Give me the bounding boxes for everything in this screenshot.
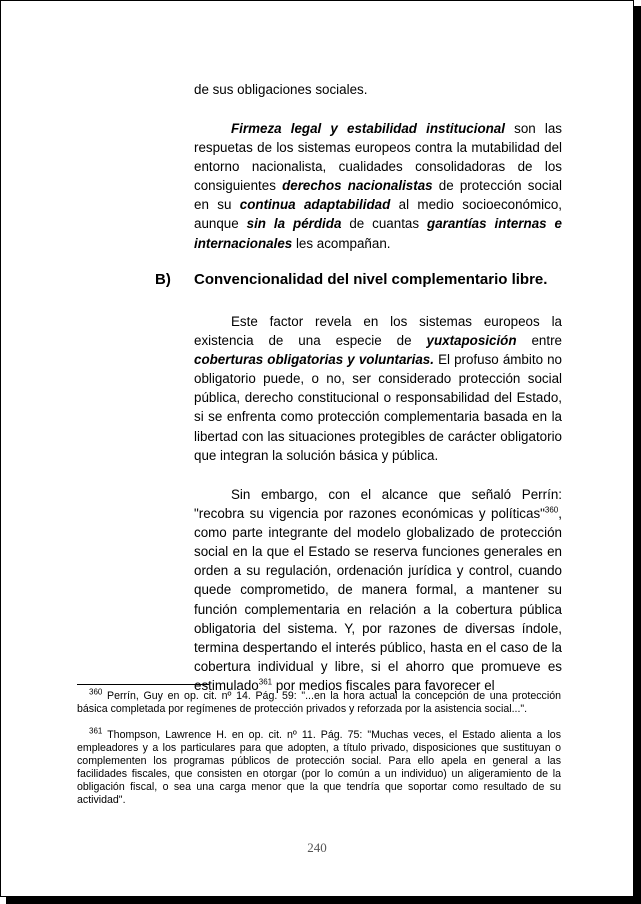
footnote-number: 360 <box>89 687 103 697</box>
emphasis-text: garantías internas e internacionales <box>194 216 562 251</box>
emphasis-text: sin la pérdida <box>246 216 342 232</box>
footnote <box>77 726 561 808</box>
section-label: B) <box>155 271 171 288</box>
paragraph-text: , como parte integrante del modelo globalizado de protección social en la que el Estado se reserva funciones generales en orden a su regulación, ordenación jurídica y control, cuando quede comprometido, de manera formal, a mantener su función complementaria en relación a la cobertura pública obligatoria del sistema. Y, por razones de diversas índole, termina despertando el interés público, hasta en el caso de la cobertura individual y libre, si el ahorro que promueve es estimulado <box>194 506 562 693</box>
paragraph-text: les acompañan. <box>292 235 391 251</box>
paragraph-text: de protección social en su <box>194 178 563 213</box>
emphasis-text: derechos nacionalistas <box>282 178 433 194</box>
section-heading: Convencionalidad del nivel complementario libre. <box>194 271 548 288</box>
page-shadow-right <box>634 6 641 904</box>
footnote-ref[interactable]: 361 <box>258 677 273 687</box>
paragraph-factor <box>194 312 562 465</box>
footnote-text: Perrín, Guy en op. cit. nº 14. Pág. 59: "...en la hora actual la concepción de una protección básica completada por regímenes de protección privados y reforzada por la asistencia social...". <box>77 690 561 716</box>
paragraph-perrin <box>194 485 562 695</box>
paragraph-text: de cuantas <box>341 216 428 232</box>
footnote-number: 361 <box>89 726 103 736</box>
emphasis-text: Firmeza legal y estabilidad institucional <box>231 121 505 136</box>
paragraph-text: son las respuetas de los sistemas europeos contra la mutabilidad del entorno nacionalista, cualidades consolidadoras de los consiguientes <box>194 121 562 194</box>
paragraph-text: Este factor revela en los sistemas europeos la existencia de una especie de <box>194 314 562 349</box>
paragraph-text: entre <box>516 333 562 349</box>
paragraph-text: de sus obligaciones sociales. <box>194 82 368 97</box>
paragraph-text: El profuso ámbito no obligatorio puede, o no, ser considerado protección social pública, derecho constitucional o responsabilidad del Estado, si se enfrenta como protección complementaria basada en la libertad con las situaciones protegibles de carácter obligatorio que integran la solución básica y pública. <box>194 352 562 463</box>
paragraph-text: Sin embargo, con el alcance que señaló Perrín: "recobra su vigencia por razones económicas y políticas" <box>194 487 562 522</box>
footnote-text: Thompson, Lawrence H. en op. cit. nº 11. Pág. 75: "Muchas veces, el Estado alienta a los empleadores y a los particulares para que adopten, a título privado, disposiciones que sustituyan o complementen los programas públicos de protección social. Para ello apela en general a las facilidades fiscales, que consisten en otorgar (por lo común a un individuo) un aligeramiento de la obligación fiscal, o sea una carga menor que la que tendría que soportar como resultado de su actividad". <box>77 729 561 807</box>
page-shadow-bottom <box>6 897 641 904</box>
emphasis-text: continua adaptabilidad <box>239 197 391 213</box>
footnote-separator <box>77 684 209 685</box>
footnote <box>77 687 561 716</box>
paragraph-text: al medio socioeconómico, aunque <box>194 197 562 232</box>
footnote-ref[interactable]: 360 <box>544 505 559 515</box>
emphasis-text: coberturas obligatorias y voluntarias. <box>194 352 434 368</box>
emphasis-text: yuxtaposición <box>426 333 517 349</box>
paragraph-firmeza <box>194 119 562 253</box>
page-number: 240 <box>307 840 327 855</box>
paragraph-continuation <box>194 80 562 99</box>
paragraph-text: por medios fiscales para favorecer el <box>272 677 495 693</box>
